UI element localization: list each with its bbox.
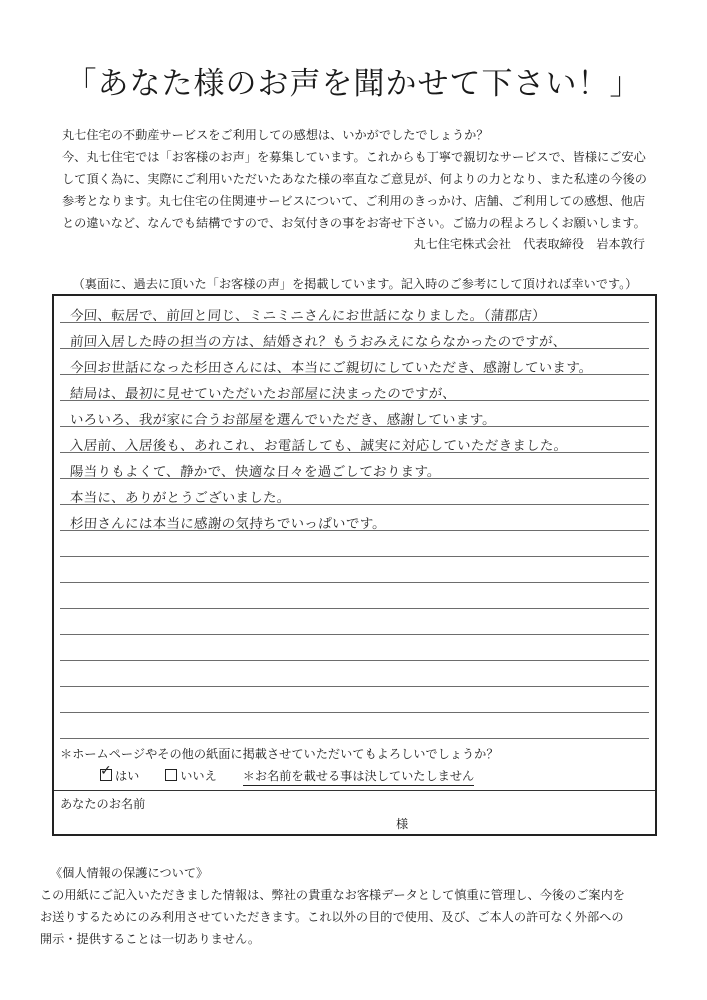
privacy-line: この用紙にご記入いただきました情報は、弊社の貴重なお客様データとして慎重に管理し、今後のご案内を: [40, 888, 625, 902]
name-suffix: 様: [396, 817, 409, 831]
privacy-line: お送りするためにのみ利用させていただきます。これ以外の目的で使用、及び、ご本人の許可なく外部への: [40, 910, 624, 924]
privacy-heading: 《個人情報の保護について》: [50, 866, 209, 880]
intro-paragraph: [62, 124, 652, 234]
no-label: いいえ: [180, 769, 217, 783]
name-privacy-note: ＊お名前を載せる事は決していたしません: [243, 767, 475, 786]
consent-yes-option[interactable]: [100, 763, 140, 784]
handwritten-line: 杉田さんには本当に感謝の気持ちでいっぱいです。: [69, 516, 387, 532]
yes-checkbox[interactable]: [100, 763, 112, 781]
intro-line: 今、丸七住宅では「お客様のお声」を募集しています。これからも丁寧で親切なサービスで、皆様にご安心: [62, 150, 646, 164]
intro-line: して頂く為に、実際にご利用いただいたあなた様の率直なご意見が、何よりの力となり、また私達の今後の: [62, 172, 647, 186]
privacy-section: [40, 862, 680, 950]
handwritten-line: 前回入居した時の担当の方は、結婚され？もうおみえにならなかったのですが、: [69, 334, 568, 350]
ruled-line: [60, 686, 649, 687]
intro-line: との違いなど、なんでも結構ですので、お気付きの事をお寄せ下さい。ご協力の程よろしくお願いします。: [62, 216, 646, 230]
yes-label: はい: [115, 769, 140, 783]
privacy-line: 開示・提供することは一切ありません。: [40, 932, 261, 946]
handwritten-line: 今回お世話になった杉田さんには、本当にご親切にしていただき、感謝しています。: [69, 360, 594, 376]
handwritten-line: 入居前、入居後も、あれこれ、お電話しても、誠実に対応していただきました。: [69, 438, 569, 454]
consent-options: [100, 763, 475, 786]
handwritten-line: 今回、転居で、前回と同じ、ミニミニさんにお世話になりました。（蒲郡店）: [69, 308, 547, 324]
checkmark-icon: ✓: [100, 763, 112, 779]
ruled-line: [60, 634, 649, 635]
no-checkbox[interactable]: [165, 769, 177, 781]
consent-no-option[interactable]: [165, 767, 217, 784]
name-label: あなたのお名前: [60, 797, 146, 811]
ruled-line: [60, 582, 649, 583]
intro-line: 参考となります。丸七住宅の住関連サービスについて、ご利用のきっかけ、店舗、ご利用しての感想、他店: [62, 194, 646, 208]
handwritten-line: 陽当りもよくて、静かで、快適な日々を過ごしております。: [69, 464, 442, 480]
name-field-row[interactable]: [54, 790, 655, 837]
ruled-line: [60, 712, 649, 713]
ruled-line: [60, 608, 649, 609]
page-title: 「あなた様のお声を聞かせて下さい！」: [65, 66, 642, 102]
consent-question: ＊ホームページやその他の紙面に掲載させていただいてもよろしいでしょうか？: [60, 747, 499, 761]
handwritten-line: いろいろ、我が家に合うお部屋を選んでいただき、感謝しています。: [69, 412, 497, 428]
company-signature: 丸七住宅株式会社 代表取締役 岩本敦行: [413, 237, 645, 251]
intro-line: 丸七住宅の不動産サービスをご利用しての感想は、いかがでしたでしょうか？: [62, 128, 489, 142]
ruled-line: [60, 660, 649, 661]
notice-text: （裏面に、過去に頂いた「お客様の声」を掲載しています。記入時のご参考にして頂ければ幸いです。）: [72, 277, 638, 291]
handwritten-line: 結局は、最初に見せていただいたお部屋に決まったのですが、: [69, 386, 457, 402]
ruled-line: [60, 738, 649, 739]
comment-form: [52, 294, 657, 836]
ruled-line: [60, 556, 649, 557]
handwritten-line: 本当に、ありがとうございました。: [69, 490, 292, 506]
